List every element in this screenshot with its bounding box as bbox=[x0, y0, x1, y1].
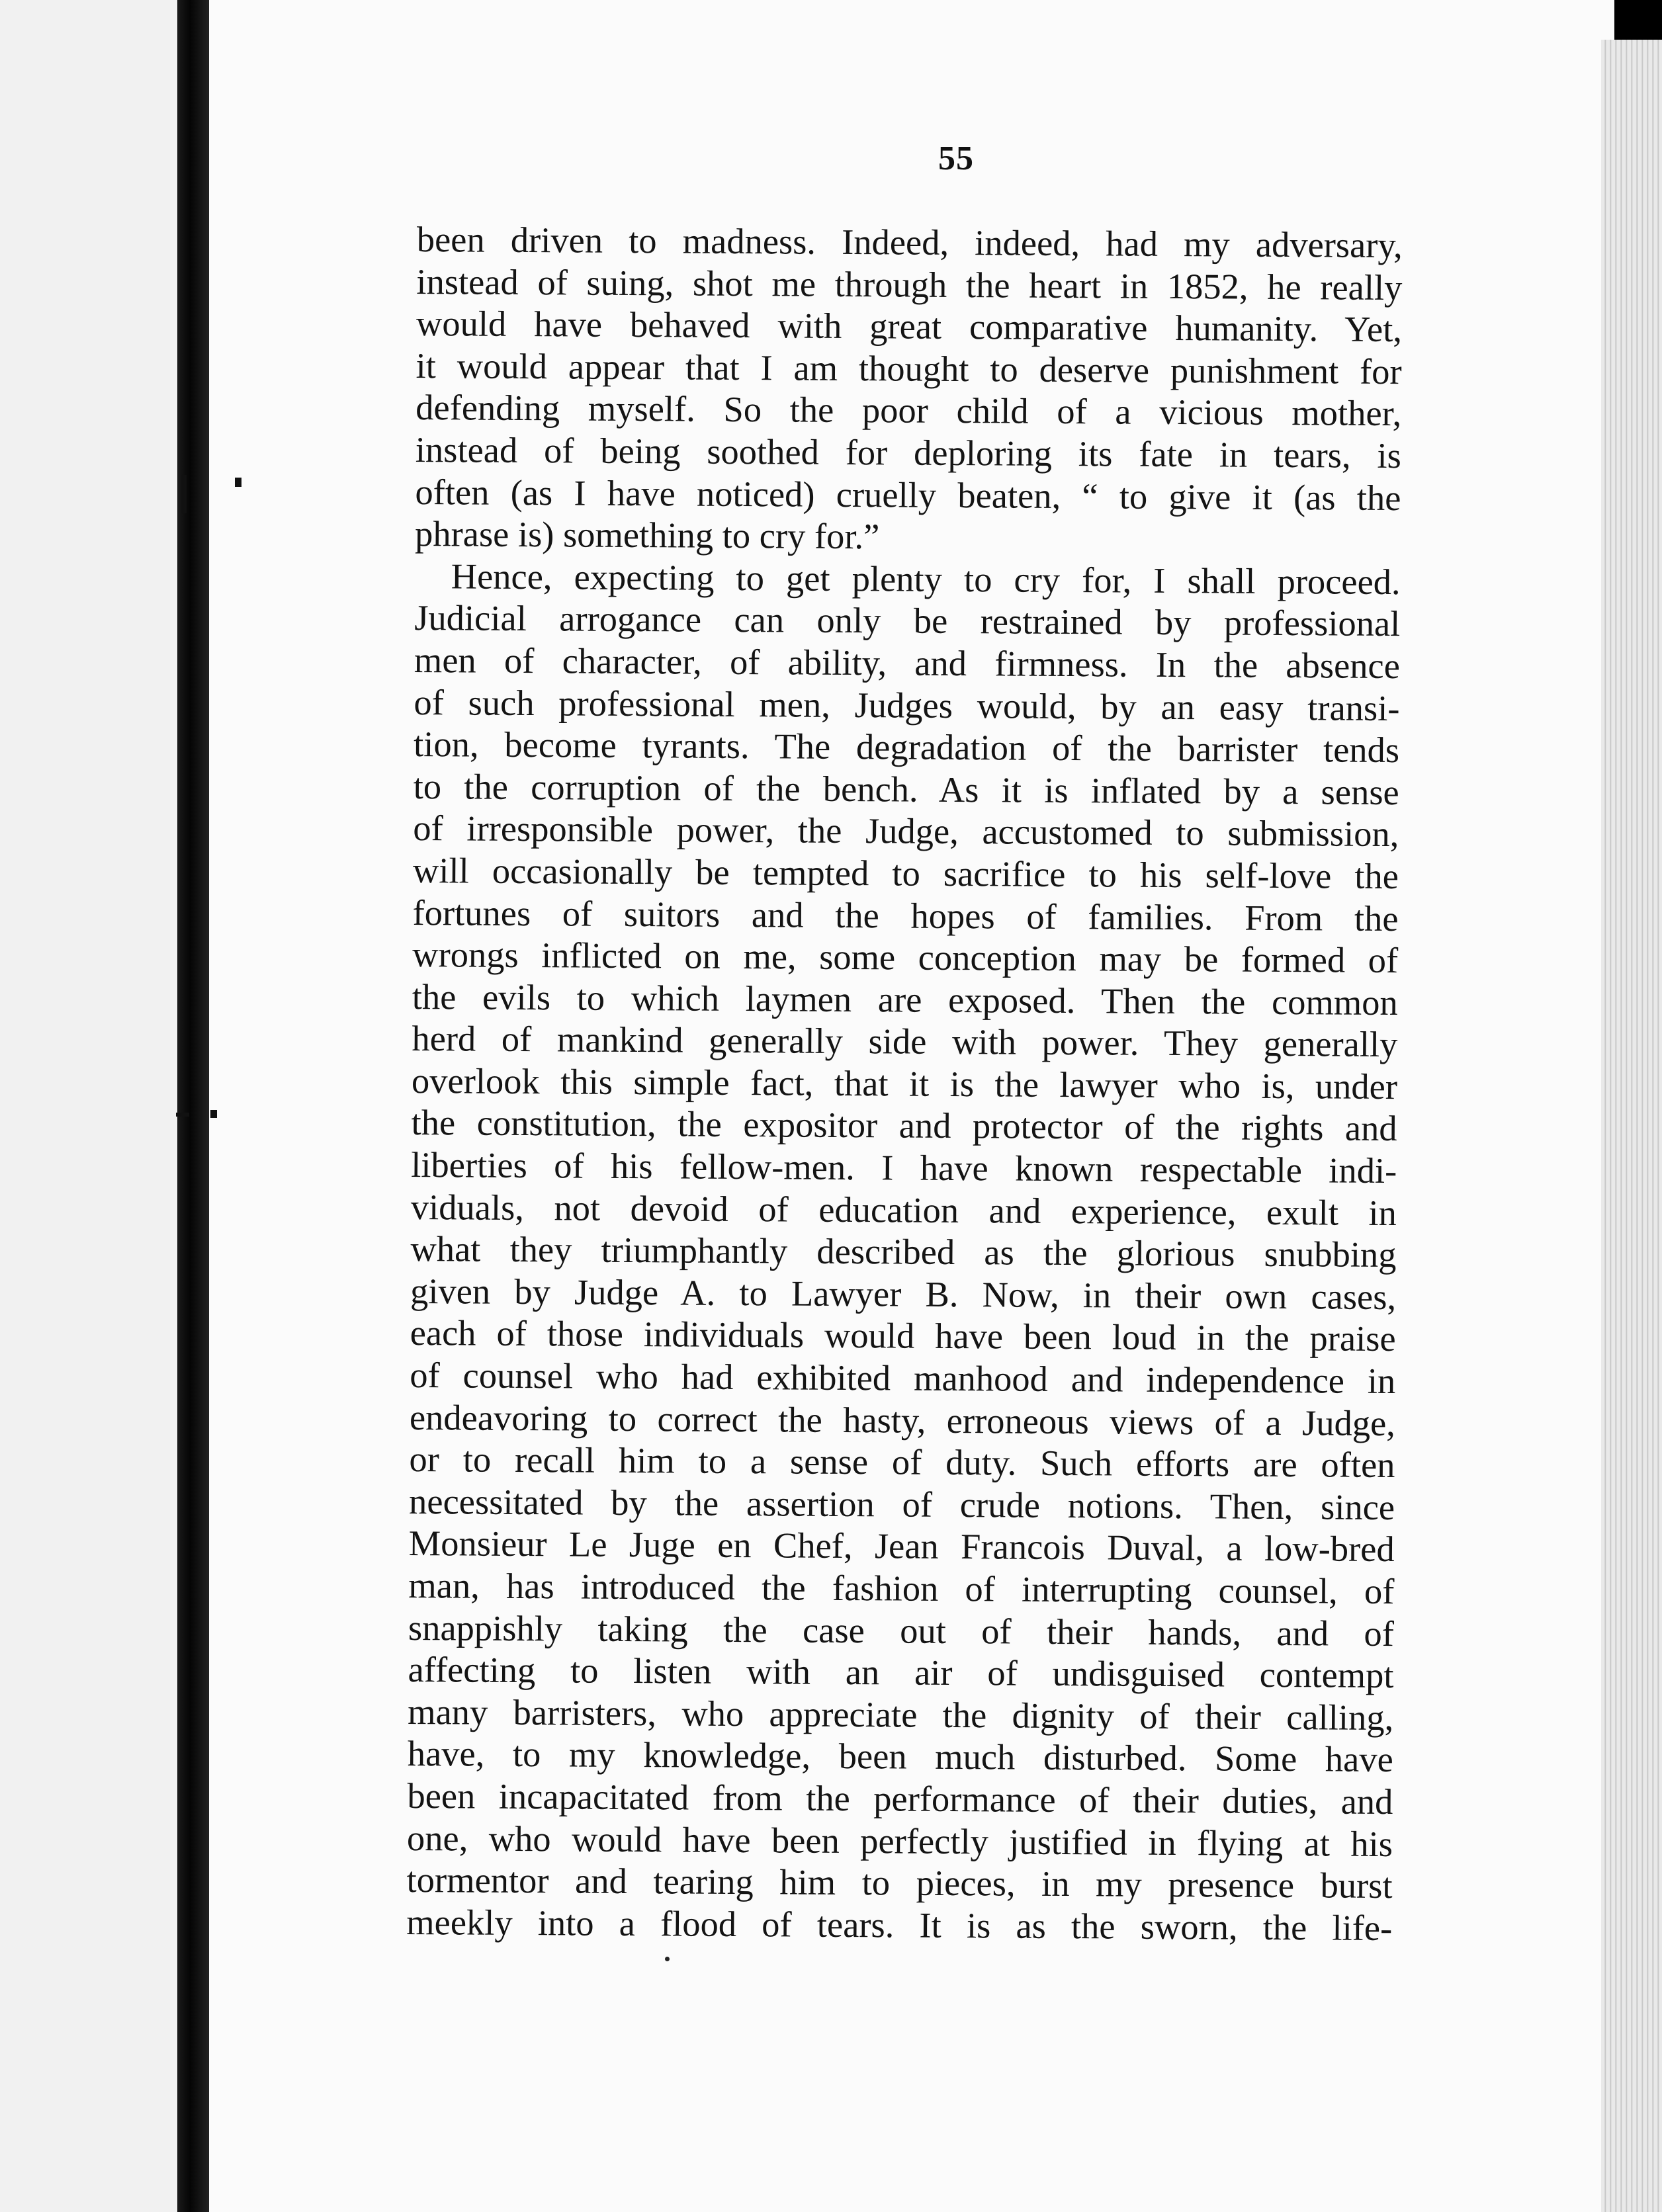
text-line: defending myself. So the poor child of a vicious mother, bbox=[416, 387, 1402, 434]
stacked-page-edges bbox=[1601, 40, 1662, 2212]
text-line: the evils to which laymen are exposed. Then the common bbox=[412, 976, 1398, 1023]
text-line: have, to my knowledge, been much disturbed. Some have bbox=[407, 1733, 1393, 1780]
ink-speck bbox=[665, 1957, 670, 1961]
facing-page-edge bbox=[0, 0, 185, 2212]
text-line: many barristers, who appreciate the dignity of their calling, bbox=[408, 1691, 1394, 1738]
text-line: or to recall him to a sense of duty. Such efforts are often bbox=[409, 1439, 1395, 1486]
text-line: viduals, not devoid of education and experience, exult in bbox=[410, 1186, 1397, 1233]
text-line: wrongs inflicted on me, some conception may be formed of bbox=[412, 934, 1399, 981]
body-text bbox=[406, 218, 1403, 1949]
text-line: often (as I have noticed) cruelly beaten, “ to give it (as the bbox=[415, 471, 1401, 518]
text-line: phrase is) something to cry for.” bbox=[414, 513, 880, 557]
text-line: will occasionally be tempted to sacrifice to his self-love the bbox=[412, 849, 1399, 896]
text-line: man, has introduced the fashion of interrupting counsel, of bbox=[408, 1564, 1395, 1612]
text-line: tion, become tyrants. The degradation of the barrister tends bbox=[413, 724, 1400, 771]
text-line: of counsel who had exhibited manhood and independence in bbox=[410, 1354, 1396, 1402]
margin-mark bbox=[235, 478, 241, 487]
margin-mark bbox=[181, 475, 187, 513]
margin-mark bbox=[210, 1110, 217, 1118]
text-line: overlook this simple fact, that it is the lawyer who is, under bbox=[411, 1060, 1398, 1107]
text-line: men of character, of ability, and firmness. In the absence bbox=[414, 639, 1401, 687]
text-line: would have behaved with great comparative humanity. Yet, bbox=[416, 303, 1403, 350]
page-number: 55 bbox=[938, 140, 974, 177]
text-line: herd of mankind generally side with power. They generally bbox=[412, 1018, 1398, 1065]
text-line: instead of being soothed for deploring its fate in tears, is bbox=[415, 429, 1402, 476]
text-line: to the corruption of the bench. As it is inflated by a sense bbox=[413, 765, 1399, 812]
text-line: affecting to listen with an air of undisguised contempt bbox=[408, 1649, 1394, 1696]
text-line: it would appear that I am thought to deserve punishment for bbox=[416, 345, 1402, 392]
text-line: necessitated by the assertion of crude notions. Then, since bbox=[408, 1480, 1395, 1527]
text-line: liberties of his fellow-men. I have known respectable indi- bbox=[411, 1144, 1397, 1191]
text-line: Monsieur Le Juge en Chef, Jean Francois Duval, a low-bred bbox=[408, 1523, 1395, 1570]
text-line: tormentor and tearing him to pieces, in my presence burst bbox=[406, 1859, 1393, 1906]
page-corner-shadow bbox=[1614, 0, 1662, 40]
text-line: what they triumphantly described as the glorious snubbing bbox=[410, 1228, 1397, 1275]
book-gutter bbox=[177, 0, 209, 2212]
text-line: Judicial arrogance can only be restrained by professional bbox=[414, 597, 1401, 644]
text-line: each of those individuals would have been loud in the praise bbox=[410, 1312, 1396, 1359]
text-line: Hence, expecting to get plenty to cry for, I shall proceed. bbox=[451, 556, 1401, 602]
text-line: given by Judge A. to Lawyer B. Now, in their own cases, bbox=[410, 1270, 1397, 1317]
text-line: one, who would have been perfectly justified in flying at his bbox=[406, 1817, 1393, 1864]
text-line: instead of suing, shot me through the heart in 1852, he really bbox=[416, 261, 1403, 308]
text-line: endeavoring to correct the hasty, erroneous views of a Judge, bbox=[409, 1396, 1396, 1443]
text-line: fortunes of suitors and the hopes of families. From the bbox=[412, 892, 1399, 939]
text-line: snappishly taking the case out of their hands, and of bbox=[408, 1607, 1395, 1654]
text-line: been driven to madness. Indeed, indeed, had my adversary, bbox=[416, 218, 1403, 266]
text-line: the constitution, the expositor and protector of the rights and bbox=[411, 1102, 1397, 1149]
text-line: of such professional men, Judges would, by an easy transi- bbox=[414, 681, 1400, 728]
text-line: meekly into a flood of tears. It is as the sworn, the life- bbox=[406, 1901, 1393, 1948]
margin-mark bbox=[176, 1113, 189, 1117]
text-line: of irresponsible power, the Judge, accustomed to submission, bbox=[413, 808, 1399, 855]
text-line: been incapacitated from the performance of their duties, and bbox=[407, 1775, 1393, 1822]
